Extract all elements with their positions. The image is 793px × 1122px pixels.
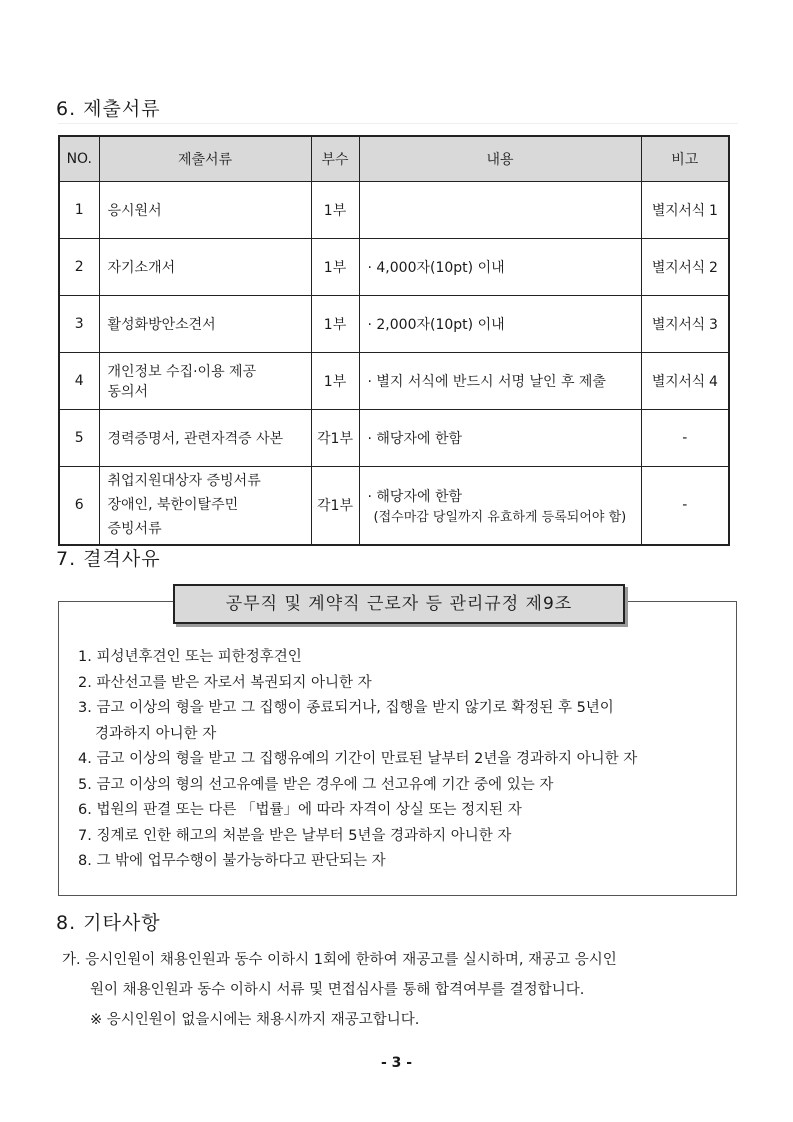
- row-document: [99, 467, 311, 545]
- list-item: 2. 파산선고를 받은 자로서 복권되지 아니한 자: [78, 674, 372, 691]
- row-document: 경력증명서, 관련자격증 사본: [99, 410, 311, 467]
- row-copies: 1부: [311, 239, 359, 296]
- row-content: · 2,000자(10pt) 이내: [359, 296, 641, 353]
- row-content-line: · 해당자에 한함: [367, 488, 462, 505]
- table-header-row: [59, 136, 729, 182]
- row-remark: -: [641, 410, 729, 467]
- row-remark: 별지서식 1: [641, 182, 729, 239]
- list-item: 7. 징계로 인한 해고의 처분을 받은 날부터 5년을 경과하지 아니한 자: [78, 827, 512, 844]
- section-7-title: 7. 결격사유: [56, 548, 161, 570]
- page-number: - 3 -: [380, 1055, 413, 1071]
- row-document-line: 동의서: [107, 384, 149, 400]
- row-document-line: 취업지원대상자 증빙서류: [107, 473, 261, 490]
- header-document: 제출서류: [99, 136, 311, 182]
- list-item: 6. 법원의 판결 또는 다른 「법률」에 따라 자격이 상실 또는 정지된 자: [78, 802, 522, 818]
- row-content: [359, 182, 641, 239]
- row-document: 활성화방안소견서: [99, 296, 311, 353]
- row-document-line: 개인정보 수집·이용 제공: [107, 364, 257, 380]
- row-document: [99, 353, 311, 410]
- row-copies: 1부: [311, 296, 359, 353]
- disqualification-box-title: 공무직 및 계약직 근로자 등 관리규정 제9조: [173, 584, 625, 624]
- submission-documents-table: [58, 135, 730, 546]
- header-copies: 부수: [311, 136, 359, 182]
- row-no: 6: [59, 467, 99, 545]
- row-document-line: 증빙서류: [107, 521, 162, 538]
- row-no: 1: [59, 182, 99, 239]
- row-no: 2: [59, 239, 99, 296]
- row-document: 응시원서: [99, 182, 311, 239]
- table-row: [59, 353, 729, 410]
- header-no: NO.: [59, 136, 99, 182]
- header-rule: [58, 123, 738, 124]
- row-remark: 별지서식 2: [641, 239, 729, 296]
- list-item: 5. 금고 이상의 형의 선고유예를 받은 경우에 그 선고유예 기간 중에 있는 자: [78, 776, 554, 793]
- row-content: · 별지 서식에 반드시 서명 날인 후 제출: [359, 353, 641, 410]
- row-copies: 1부: [311, 353, 359, 410]
- note-line: 가. 응시인원이 채용인원과 동수 이하시 1회에 한하여 재공고를 실시하며, 재공고 응시인: [62, 952, 617, 968]
- row-content-note: (접수마감 당일까지 유효하게 등록되어야 함): [373, 509, 627, 525]
- list-item: 1. 피성년후견인 또는 피한정후견인: [78, 649, 302, 665]
- row-content: [359, 467, 641, 545]
- row-content: · 해당자에 한함: [359, 410, 641, 467]
- table-row: [59, 296, 729, 353]
- table-row: [59, 467, 729, 545]
- row-copies: 각1부: [311, 467, 359, 545]
- section-8-title: 8. 기타사항: [56, 912, 161, 934]
- row-no: 5: [59, 410, 99, 467]
- row-remark: -: [641, 467, 729, 545]
- section-6-title: 6. 제출서류: [56, 98, 161, 120]
- row-remark: 별지서식 4: [641, 353, 729, 410]
- list-item: 3. 금고 이상의 형을 받고 그 집행이 종료되거나, 집행을 받지 않기로 확정된 후 5년이: [78, 700, 614, 716]
- disqualification-list: [78, 645, 738, 875]
- row-document-line: 장애인, 북한이탈주민: [107, 497, 239, 514]
- header-content: 내용: [359, 136, 641, 182]
- list-item: 4. 금고 이상의 형을 받고 그 집행유예의 기간이 만료된 날부터 2년을 경과하지 아니한 자: [78, 751, 638, 767]
- note-line: ※ 응시인원이 없을시에는 채용시까지 재공고합니다.: [90, 1012, 420, 1028]
- row-copies: 1부: [311, 182, 359, 239]
- row-content: · 4,000자(10pt) 이내: [359, 239, 641, 296]
- other-notes: [62, 945, 617, 1035]
- row-remark: 별지서식 3: [641, 296, 729, 353]
- row-no: 3: [59, 296, 99, 353]
- row-no: 4: [59, 353, 99, 410]
- row-document: 자기소개서: [99, 239, 311, 296]
- note-line: 원이 채용인원과 동수 이하시 서류 및 면접심사를 통해 합격여부를 결정합니다.: [90, 982, 585, 998]
- list-item: 8. 그 밖에 업무수행이 불가능하다고 판단되는 자: [78, 853, 386, 869]
- row-copies: 각1부: [311, 410, 359, 467]
- table-row: [59, 182, 729, 239]
- table-row: [59, 239, 729, 296]
- header-remark: 비고: [641, 136, 729, 182]
- table-row: [59, 410, 729, 467]
- list-item-continuation: 경과하지 아니한 자: [95, 725, 217, 742]
